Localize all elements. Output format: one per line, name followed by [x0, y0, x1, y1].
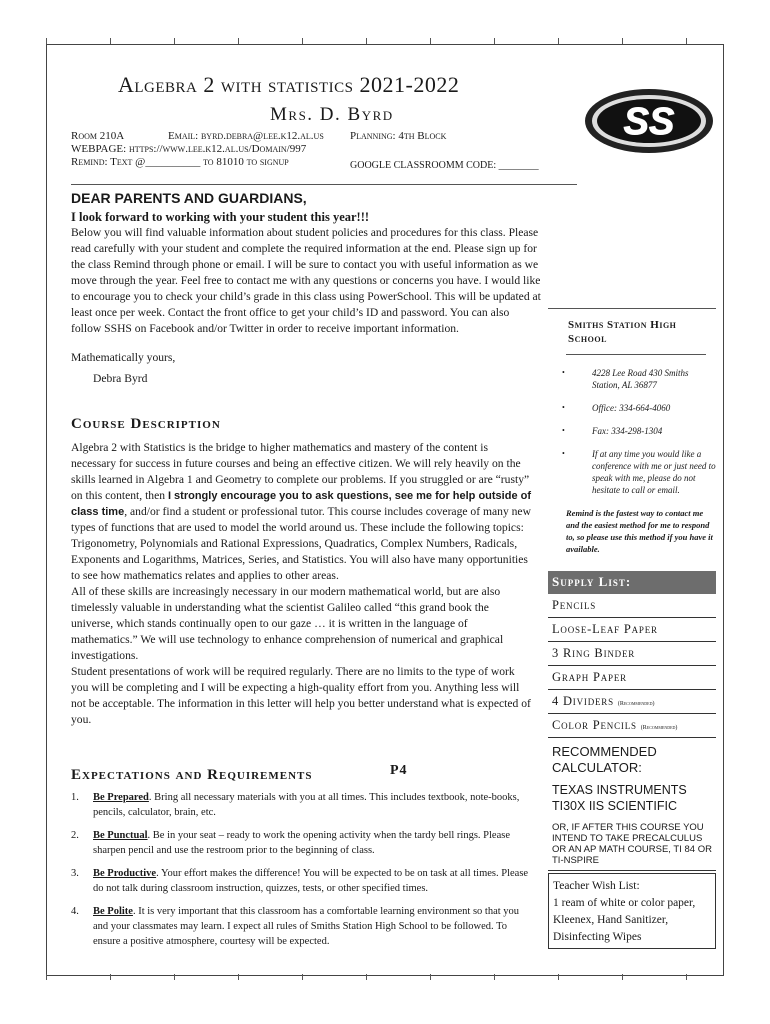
bullet-icon: • — [562, 449, 565, 458]
expectation-number: 2. — [71, 830, 79, 841]
expectation-number: 4. — [71, 906, 79, 917]
calculator-recommendation — [548, 738, 716, 871]
expectation-item — [71, 828, 531, 858]
expectation-item — [71, 904, 531, 949]
bottom-border-ticks — [46, 974, 722, 980]
expectation-number: 1. — [71, 792, 79, 803]
bullet-icon: • — [562, 368, 565, 377]
expectation-item — [71, 790, 531, 820]
supply-item: Loose-Leaf Paper — [548, 618, 716, 642]
letter-closing: Mathematically yours, — [71, 351, 176, 364]
bullet-icon: • — [562, 403, 565, 412]
letter-greeting: I look forward to working with your student this year!!! — [71, 210, 370, 224]
contact-item: • If at any time you would like a conference with me or just need to speak with me, please do not hesitate to call or email. — [562, 449, 716, 495]
calculator-heading: RECOMMENDED CALCULATOR: — [552, 744, 657, 775]
calculator-model: TEXAS INSTRUMENTS TI30X IIS SCIENTIFIC — [552, 783, 687, 813]
sidebar-top-divider — [548, 308, 716, 309]
supply-item-color-pencils: Color Pencils (Recommended) — [548, 714, 716, 738]
supply-item: 3 Ring Binder — [548, 642, 716, 666]
contact-item: • Office: 334-664-4060 — [562, 403, 671, 413]
google-classroom-code: GOOGLE CLASSROOMM CODE: ________ — [350, 160, 539, 171]
remind-note: Remind is the fastest way to contact me and the easiest method for me to respond to, so please use this method if you have it available. — [566, 508, 713, 554]
course-description-heading: Course Description — [71, 416, 221, 432]
planning-period: Planning: 4th Block — [350, 130, 447, 142]
course-title: Algebra 2 with statistics 2021-2022 — [118, 72, 460, 97]
expectation-text: Be Prepared. Bring all necessary materials with you at all times. This includes textbook, note-books, pencils, calculator, brain, etc. — [93, 792, 520, 818]
wish-list-title: Teacher Wish List: — [553, 880, 640, 892]
course-paragraph-1: Algebra 2 with Statistics is the bridge to higher mathematics and mastery of the content is necessary for success in future courses and being an effective citizen. We will rely heavily on the skills learned in Algebra 1 and Geometry to complete our problems. If you struggled or are “rusty” on this content, then I strongly encourage you to ask questions, see me for help outside of class time, and/or find a student or professional tutor. This course includes coverage of many new types of functions that are used to model the world around us. These include the following topics: Trigonometry, Polynomials and Rational Expressions, Quadratics, Complex Numbers, Radicals, Exponents and Logarithms, Matrices, Series, and Statistics. You will also have many opportunities to see how mathematics relates and applies to other areas. — [71, 441, 532, 582]
school-logo-icon — [582, 86, 716, 156]
expectation-text: Be Productive. Your effort makes the difference! You will be expected to be on task at all times. Please do not talk during classroom instruction, quizzes, tests, or other specified times. — [93, 868, 529, 894]
room-number: Room 210A — [71, 130, 125, 142]
svg-text:SS: SS — [623, 101, 675, 143]
supply-list — [548, 571, 716, 949]
expectation-item — [71, 866, 531, 896]
calculator-alternative: OR, IF AFTER THIS COURSE YOU INTEND TO TAKE PRECALCULUS OR AN AP MATH COURSE, TI 84 OR TI-NSPIRE — [552, 822, 712, 866]
supply-item: Graph Paper — [548, 666, 716, 690]
teacher-name: Mrs. D. Byrd — [270, 104, 394, 125]
school-name: Smiths Station High School — [568, 319, 677, 345]
expectation-number: 3. — [71, 868, 79, 879]
course-paragraph-2: All of these skills are increasingly necessary in our modern mathematical world, but are also timelessly valuable in understanding what the scientist Galileo called “this grand book the universe, which stands continually open to our gaze … it is written in the language of mathematics.” We will use technology to enhance comprehension of numerical and graphical investigations. — [71, 585, 504, 662]
parent-letter — [71, 190, 541, 385]
letter-signature: Debra Byrd — [93, 372, 148, 385]
header-divider — [71, 184, 577, 185]
webpage-link[interactable]: WEBPAGE: https://www.lee.k12.al.us/Domain/997 — [71, 143, 307, 155]
supply-item-dividers: 4 Dividers (Recommended) — [548, 690, 716, 714]
period-label: P4 — [390, 763, 408, 778]
expectation-text: Be Punctual. Be in your seat – ready to work the opening activity when the tardy bell rings. Please sharpen pencil and use the restroom prior to the beginning of class. — [93, 830, 510, 856]
contact-list — [548, 367, 716, 496]
supply-list-heading: Supply List: — [548, 571, 716, 594]
course-description — [71, 440, 531, 728]
letter-body: Below you will find valuable information about student policies and procedures for this class. Please read carefully with your student and complete the required information at the end. Please sign up for the class Remind through phone or email. I will be sure to contact you with useful information as we move through the year. Feel free to contact me with any questions or concerns you have. I would like to encourage you to check your child’s grade in this class using PowerSchool. This will be updated at least once per week. Contact the front office to get your child’s ID and password. You can also follow SSHS on Facebook and/or Twitter in order to receive important information. — [71, 226, 541, 335]
course-paragraph-3: Student presentations of work will be required regularly. There are no limits to the type of work you will be completing and I will be expecting a high-quality effort from you. Anything less will not be acceptable. The information in this letter will help you better understand what is expected of you. — [71, 665, 531, 726]
contact-item: • 4228 Lee Road 430 Smiths Station, AL 36877 — [562, 368, 689, 390]
bullet-icon: • — [562, 426, 565, 435]
teacher-wish-list — [548, 873, 716, 949]
wish-list-items: 1 ream of white or color paper, Kleenex, Hand Sanitizer, Disinfecting Wipes — [553, 897, 696, 943]
expectation-text: Be Polite. It is very important that this classroom has a comfortable learning environment so that you and your classmates may learn. I expect all rules of Smiths Station High School to be followed. To ensure a positive atmosphere, courtesy will be expected. — [93, 906, 520, 947]
school-divider — [566, 354, 706, 355]
letter-salutation: DEAR PARENTS AND GUARDIANS, — [71, 190, 307, 206]
contact-item: • Fax: 334-298-1304 — [562, 426, 663, 436]
expectations-heading: Expectations and Requirements — [71, 767, 313, 783]
expectations-list — [71, 790, 531, 957]
remind-signup: Remind: Text @__________ to 81010 to signup — [71, 156, 289, 168]
supply-item: Pencils — [548, 594, 716, 618]
email-address[interactable]: Email: byrd.debra@lee.k12.al.us — [168, 130, 324, 142]
school-info-sidebar — [548, 312, 716, 555]
